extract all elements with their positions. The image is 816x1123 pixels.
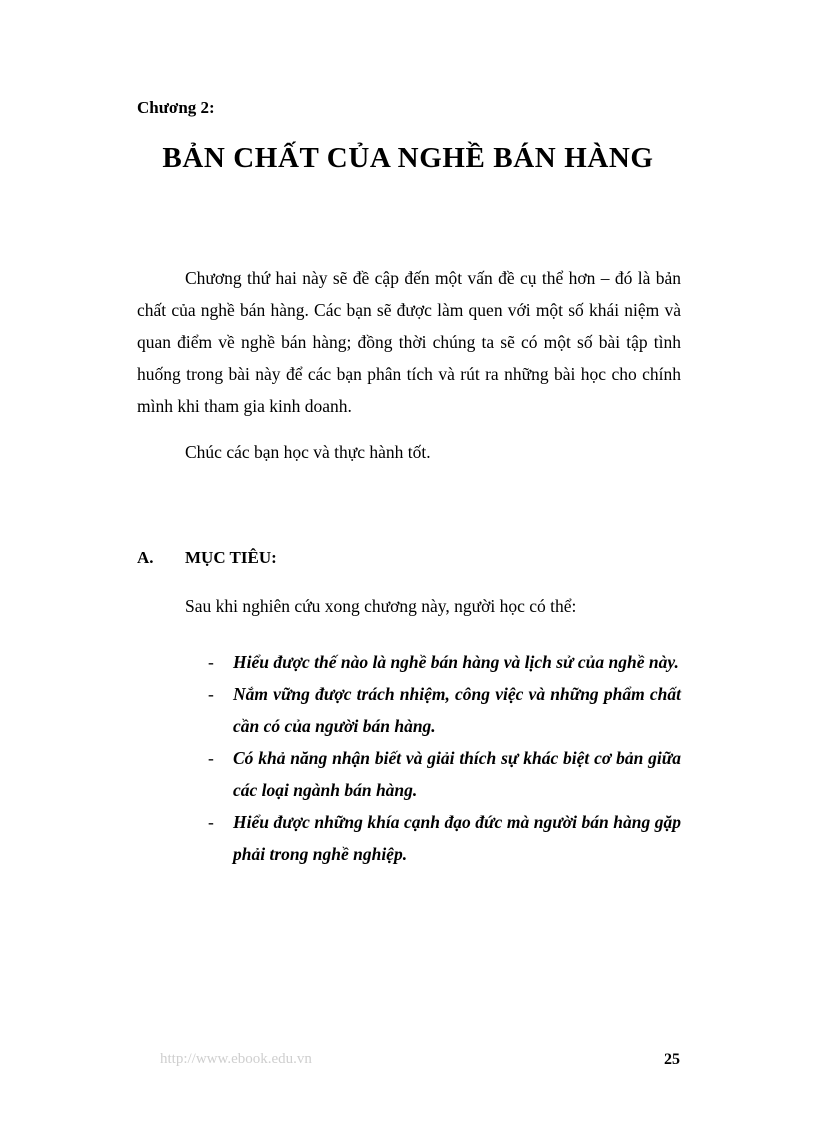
page-number: 25 xyxy=(664,1051,680,1068)
closing-wish: Chúc các bạn học và thực hành tốt. xyxy=(185,442,431,462)
intro-paragraph: Chương thứ hai này sẽ đề cập đến một vấn đề cụ thể hơn – đó là bản chất của nghề bán hàng. Các bạn sẽ được làm quen với một số khái niệm và quan điểm về nghề bán hàng; đồng thời chúng ta sẽ có một số bài tập tình huống trong bài này để các bạn phân tích và rút ra những bài học cho chính mình khi tham gia kinh doanh. xyxy=(137,268,681,416)
objective-item xyxy=(185,742,681,806)
objective-text: Nắm vững được trách nhiệm, công việc và những phẩm chất cần có của người bán hàng. xyxy=(233,684,681,736)
objective-item xyxy=(185,646,681,678)
bullet-dash: - xyxy=(208,652,214,672)
objective-text: Có khả năng nhận biết và giải thích sự khác biệt cơ bản giữa các loại ngành bán hàng. xyxy=(233,748,681,800)
chapter-title: BẢN CHẤT CỦA NGHỀ BÁN HÀNG xyxy=(162,142,654,174)
objective-item xyxy=(185,806,681,870)
section-heading xyxy=(137,548,277,568)
objective-text: Hiểu được những khía cạnh đạo đức mà người bán hàng gặp phải trong nghề nghiệp. xyxy=(233,812,681,864)
footer-url-watermark: http://www.ebook.edu.vn xyxy=(160,1051,312,1067)
bullet-dash: - xyxy=(208,812,214,832)
bullet-dash: - xyxy=(208,684,214,704)
section-letter: A. xyxy=(137,548,154,567)
objectives-list xyxy=(185,646,681,870)
chapter-label: Chương 2: xyxy=(137,98,215,117)
objectives-lead: Sau khi nghiên cứu xong chương này, người học có thể: xyxy=(185,596,577,616)
objective-text: Hiểu được thế nào là nghề bán hàng và lịch sử của nghề này. xyxy=(233,652,679,672)
objective-item xyxy=(185,678,681,742)
bullet-dash: - xyxy=(208,748,214,768)
section-title: MỤC TIÊU: xyxy=(185,548,277,567)
